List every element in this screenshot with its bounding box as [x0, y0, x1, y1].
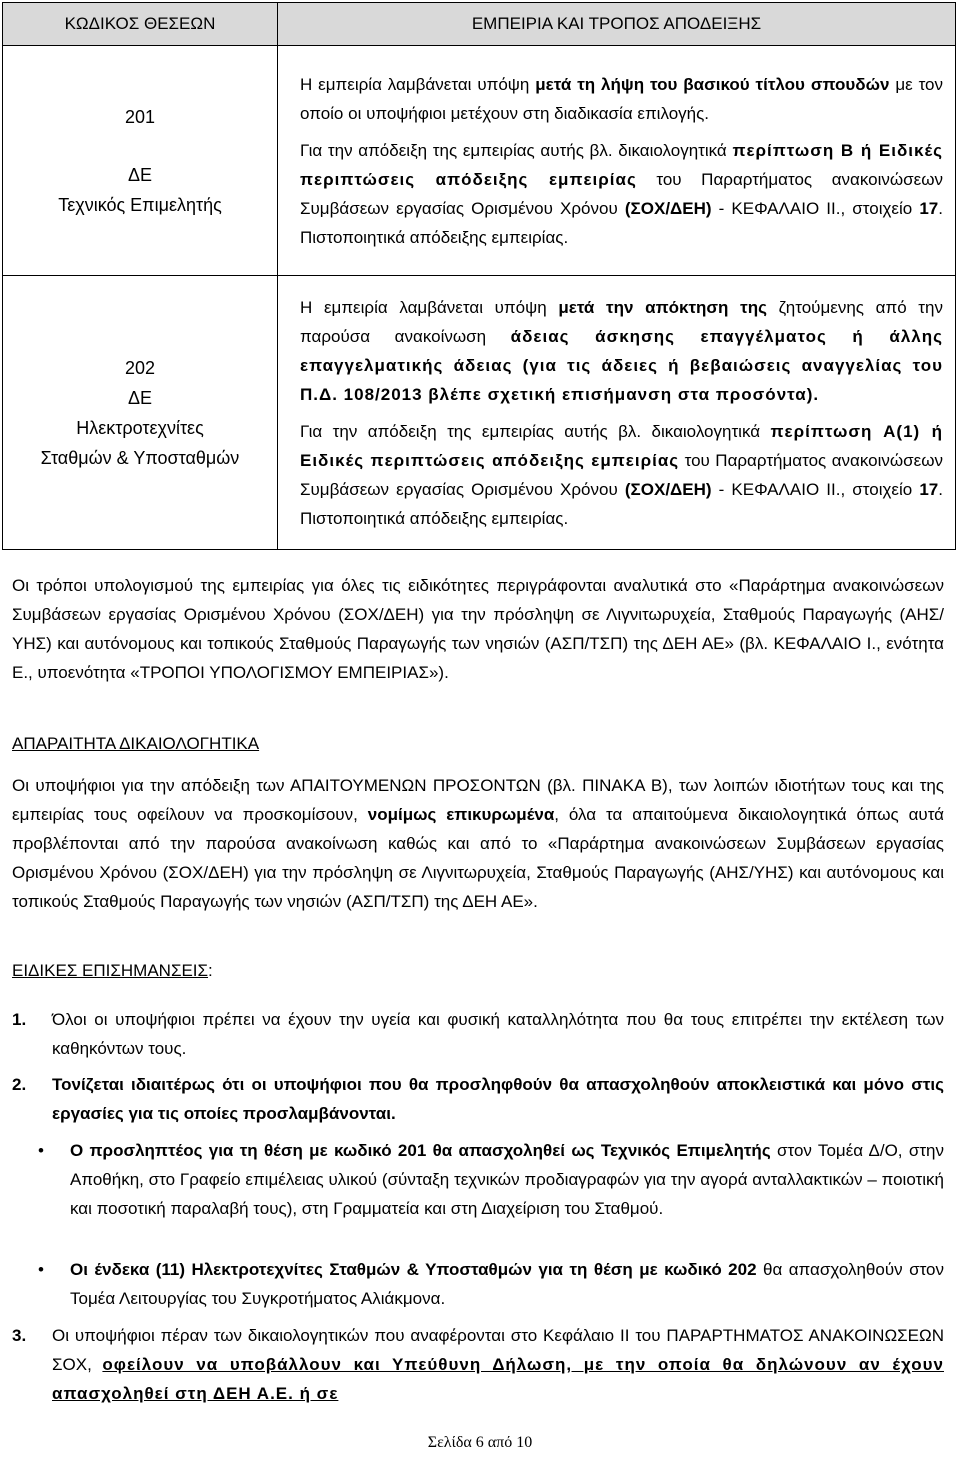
position-title: Σταθμών & Υποσταθμών: [40, 447, 240, 468]
position-grade: ΔΕ: [127, 387, 153, 408]
note-text: Όλοι οι υποψήφιοι πρέπει να έχουν την υγεία και φυσική καταλληλότητα που θα τους επιτρέπει την εκτέλεση των καθηκόντων τους.: [52, 1010, 944, 1058]
list-number: 1.: [12, 1010, 27, 1029]
note-text: Τονίζεται ιδιαιτέρως ότι οι υποψήφιοι που θα προσληφθούν θα απασχοληθούν αποκλειστικά και μόνο στις εργασίες για τις οποίες προσλαμβάνονται.: [52, 1075, 944, 1123]
list-item: [12, 1070, 944, 1128]
required-docs-title: ΑΠΑΡΑΙΤΗΤΑ ΔΙΚΑΙΟΛΟΓΗΤΙΚΑ: [12, 734, 260, 753]
page-footer: Σελίδα 6 από 10: [427, 1434, 533, 1451]
table-row: [3, 46, 956, 276]
bullet-icon: •: [38, 1260, 44, 1279]
experience-paragraph: Η εμπειρία λαμβάνεται υπόψη μετά την απόκτηση της ζητούμενης από την παρούσα ανακοίνωση άδειας άσκησης επαγγέλματος ή άλλης επαγγελματικής άδειας (για τις άδειες ή βεβαιώσεις αναγγελίας του Π.Δ. 108/2013 βλέπε σχετική επισήμανση στα προσόντα).: [300, 297, 943, 404]
bullet-icon: •: [38, 1141, 44, 1160]
note-text: Ο προσληπτέος για τη θέση με κωδικό 201 θα απασχοληθεί ως Τεχνικός Επιμελητής στον Τομέα Δ/Ο, στην Αποθήκη, στο Γραφείο επιμέλειας υλικού (σύνταξη τεχνικών προδιαγραφών για την αγορά ανταλλακτικών – ποιοτική και ποσοτική παραλαβή τους), στη Γραμματεία και στη Διαχείριση του Σταθμού.: [70, 1141, 944, 1218]
table-header-row: [3, 3, 956, 46]
list-item: [38, 1136, 944, 1223]
list-item: [38, 1255, 944, 1313]
position-code-cell: [3, 276, 278, 550]
note-text: Οι υποψήφιοι πέραν των δικαιολογητικών που αναφέρονται στο Κεφάλαιο ΙΙ του ΠΑΡΑΡΤΗΜΑΤΟΣ ΑΝΑΚΟΙΝΩΣΕΩΝ ΣΟΧ, οφείλουν να υποβάλλουν και Υπεύθυνη Δήλωση, με την οποία θα δηλώνουν αν έχουν απασχοληθεί στη ΔΕΗ Α.Ε. ή σε: [52, 1326, 944, 1403]
table-row: [3, 276, 956, 550]
list-item: [12, 1005, 944, 1063]
proof-paragraph: Για την απόδειξη της εμπειρίας αυτής βλ. δικαιολογητικά περίπτωση Β ή Ειδικές περιπτώσεις απόδειξης εμπειρίας του Παραρτήματος ανακοινώσεων Συμβάσεων εργασίας Ορισμένου Χρόνου (ΣΟΧ/ΔΕΗ) - ΚΕΦΑΛΑΙΟ ΙΙ., στοιχείο 17. Πιστοποιητικά απόδειξης εμπειρίας.: [300, 140, 944, 247]
list-item: [12, 1321, 944, 1408]
position-title: Τεχνικός Επιμελητής: [58, 194, 222, 215]
position-code: 201: [124, 106, 156, 127]
position-grade: ΔΕ: [127, 164, 153, 185]
list-number: 3.: [12, 1326, 27, 1345]
proof-paragraph: Για την απόδειξη της εμπειρίας αυτής βλ. δικαιολογητικά περίπτωση Α(1) ή Ειδικές περιπτώσεις απόδειξης εμπειρίας του Παραρτήματος ανακοινώσεων Συμβάσεων εργασίας Ορισμένου Χρόνου (ΣΟΧ/ΔΕΗ) - ΚΕΦΑΛΑΙΟ ΙΙ., στοιχείο 17. Πιστοποιητικά απόδειξης εμπειρίας.: [300, 421, 944, 528]
positions-table: [2, 2, 956, 550]
position-title: Ηλεκτροτεχνίτες: [76, 417, 204, 438]
required-docs-paragraph: Οι υποψήφιοι για την απόδειξη των ΑΠΑΙΤΟΥΜΕΝΩΝ ΠΡΟΣΟΝΤΩΝ (βλ. ΠΙΝΑΚΑ Β), των λοιπών ιδιοτήτων τους και της εμπειρίας τους οφείλουν να προσκομίσουν, νομίμως επικυρωμένα, όλα τα απαιτούμενα δικαιολογητικά όπως αυτά προβλέπονται από την παρούσα ανακοίνωση καθώς και από το «Παράρτημα ανακοινώσεων Συμβάσεων εργασίας Ορισμένου Χρόνου (ΣΟΧ/ΔΕΗ) για την πρόσληψη σε Λιγνιτωρυχεία, Σταθμούς Παραγωγής (ΑΗΣ/ΥΗΣ) και αυτόνομους και τοπικούς Σταθμούς Παραγωγής των νησιών (ΑΣΠ/ΤΣΠ) της ΔΕΗ ΑΕ».: [12, 776, 945, 911]
special-notes-title: ΕΙΔΙΚΕΣ ΕΠΙΣΗΜΑΝΣΕΙΣ:: [12, 961, 213, 980]
experience-cell: [278, 46, 956, 276]
note-text: Οι ένδεκα (11) Ηλεκτροτεχνίτες Σταθμών & Υποσταθμών για τη θέση με κωδικό 202 θα απασχοληθούν στον Τομέα Λειτουργίας του Συγκροτήματος Αλιάκμονα.: [70, 1260, 944, 1308]
position-code: 202: [124, 357, 156, 378]
list-number: 2.: [12, 1075, 27, 1094]
experience-cell: [278, 276, 956, 550]
header-experience: ΕΜΠΕΙΡΙΑ ΚΑΙ ΤΡΟΠΟΣ ΑΠΟΔΕΙΞΗΣ: [278, 3, 956, 46]
experience-paragraph: Η εμπειρία λαμβάνεται υπόψη μετά τη λήψη του βασικού τίτλου σπουδών με τον οποίο οι υποψήφιοι μετέχουν στη διαδικασία επιλογής.: [300, 74, 944, 123]
position-code-cell: [3, 46, 278, 276]
calculation-paragraph: Οι τρόποι υπολογισμού της εμπειρίας για όλες τις ειδικότητες περιγράφονται αναλυτικά στο «Παράρτημα ανακοινώσεων Συμβάσεων εργασίας Ορισμένου Χρόνου (ΣΟΧ/ΔΕΗ) για την πρόσληψη σε Λιγνιτωρυχεία, Σταθμούς Παραγωγής (ΑΗΣ/ΥΗΣ) και αυτόνομους και τοπικούς Σταθμούς Παραγωγής των νησιών (ΑΣΠ/ΤΣΠ) της ΔΕΗ ΑΕ» (βλ. ΚΕΦΑΛΑΙΟ Ι., ενότητα Ε., υποενότητα «ΤΡΟΠΟΙ ΥΠΟΛΟΓΙΣΜΟΥ ΕΜΠΕΙΡΙΑΣ»).: [12, 576, 944, 682]
header-position-codes: ΚΩΔΙΚΟΣ ΘΕΣΕΩΝ: [3, 3, 278, 46]
